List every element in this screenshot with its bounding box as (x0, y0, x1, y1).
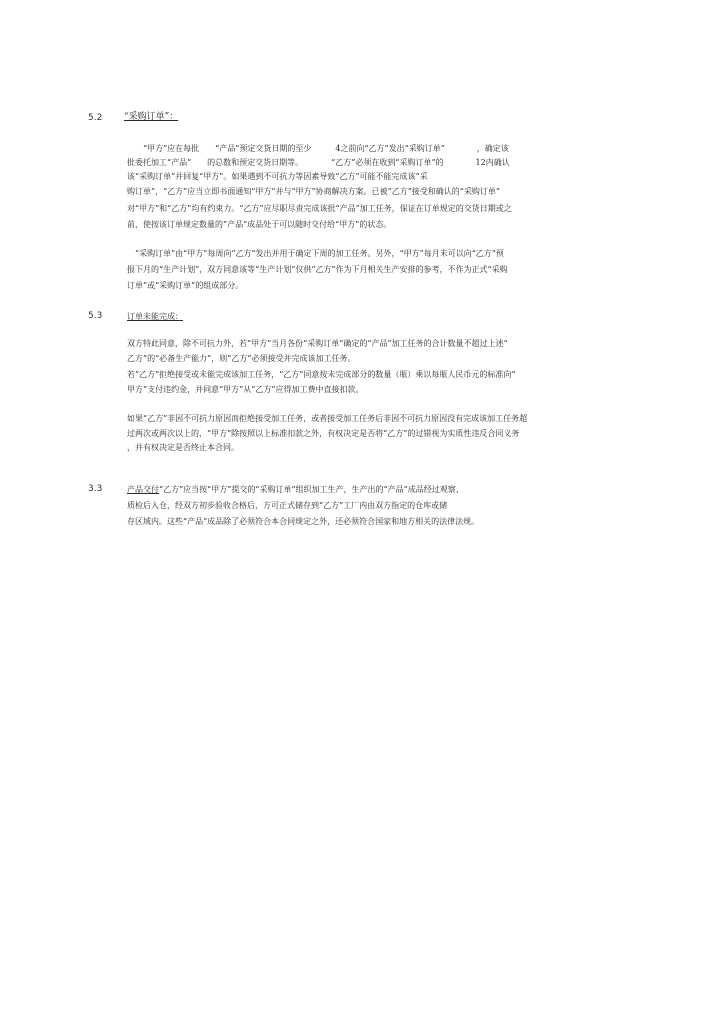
paragraph-line: 报下月的“生产计划”，双方同意该等“生产计划”仅供“乙方”作为下月相关生产安排的参考，不作为正式“采购 (127, 265, 508, 274)
paragraph-line: 乙方”的“必备生产能力”，则“乙方”必须接受并完成该加工任务。 (127, 354, 356, 363)
section-3-3-first-line (127, 484, 464, 495)
paragraph-line: 如果“乙方”非因不可抗力原因而拒绝接受加工任务，或者接受加工任务后非因不可抗力原因没有完成该加工任务超 (127, 414, 528, 423)
paragraph-line: “采购订单”由“甲方”每周向“乙方”发出并用于确定下周的加工任务。另外，“甲方”每月末可以向“乙方”预 (135, 249, 504, 258)
paragraph-line: 过两次或两次以上的，“甲方”除按照以上标准扣款之外，有权决定是否将“乙方”的过错视为实质性违反合同义务 (127, 429, 520, 438)
section-title-order-incomplete: 订单未能完成： (127, 312, 183, 321)
paragraph-line: 前，使按该订单规定数量的“产品”成品处于可以随时交付给“甲方”的状态。 (127, 220, 392, 229)
paragraph-line: 该“采购订单”并回复“甲方”。如果遇到不可抗力等因素导致“乙方”可能不能完成该“采 (127, 172, 428, 181)
paragraph-line: ，并有权决定是否终止本合同。 (127, 443, 239, 452)
section-title-purchase-order: “采购订单”： (124, 112, 179, 122)
section-number-5-2: 5.2 (88, 113, 103, 123)
section-number-3-3: 3.3 (88, 484, 103, 494)
paragraph-line: 甲方”支付违约金，并同意“甲方”从“乙方”应得加工费中直接扣款。 (127, 385, 364, 394)
paragraph-line: 质检后入仓，经双方初步验收合格后，方可正式储存到“乙方”工厂内由双方指定的仓库或储 (127, 501, 448, 510)
section-number-5-3: 5.3 (88, 311, 103, 321)
paragraph-line: 购订单”，“乙方”应当立即书面通知“甲方”并与“甲方”协商解决方案。已被“乙方”接受和确认的“采购订单” (127, 187, 500, 196)
paragraph-line: 对“甲方”和“乙方”均有约束力。“乙方”应尽职尽责完成该批“产品”加工任务，保证在订单规定的交货日期或之 (127, 204, 512, 213)
paragraph-line: “乙方”应当按“甲方”提交的“采购订单”组织加工生产，生产出的“产品”成品经过观察、 (159, 485, 464, 494)
paragraph-line: “甲方”应在每批 “产品”预定交货日期的至少 4之前向“乙方”发出“采购订单” ，确定该 (143, 144, 509, 153)
paragraph-line: 订单”或“采购订单”的组成部分。 (127, 281, 244, 290)
paragraph-line: 批委托加工“产品” 的总数和预定交货日期等。 “乙方”必须在收到“采购订单”的 12内确认 (127, 158, 510, 167)
paragraph-line: 双方特此同意，除不可抗力外，若“甲方”当月各份“采购订单”确定的“产品”加工任务的合计数量不超过上述“ (127, 339, 508, 348)
paragraph-line: 存区域内。这些“产品”成品除了必须符合本合同规定之外，还必须符合国家和地方相关的法律法规。 (127, 517, 480, 526)
paragraph-line: 若“乙方”拒绝接受或未能完成该加工任务，“乙方”同意按未完成部分的数量（瓶）乘以每瓶人民币元的标准向“ (127, 370, 516, 379)
section-title-product-delivery: 产品交付 (127, 485, 159, 494)
